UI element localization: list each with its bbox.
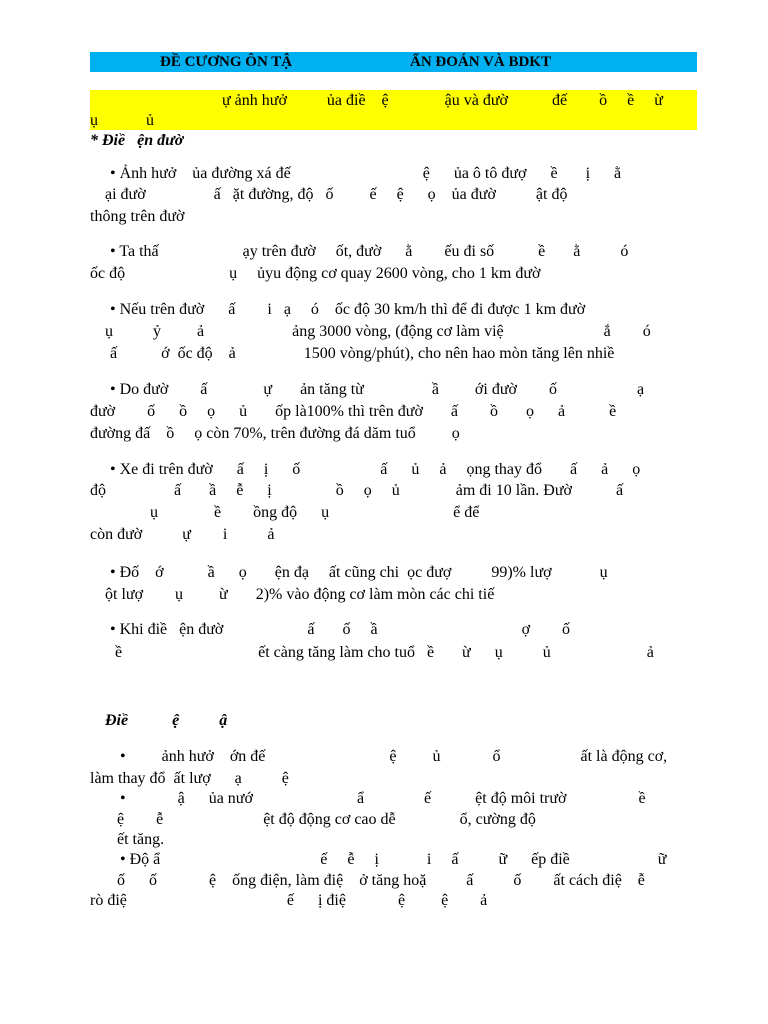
- highlight-line: ự ảnh hưở ủa điề ệ ậu và đườ đế ồ ề ừ: [222, 92, 663, 109]
- text-line: ột lượ ụ ừ 2)% vào động cơ làm mòn các chi tiế: [105, 586, 495, 603]
- text-line: • Do đườ ấ ự ản tăng từ ầ ới đườ ố ạ: [110, 381, 645, 398]
- section-heading: Điề ệ ậ: [105, 712, 228, 729]
- text-line: ại đườ ấ ặt đường, độ ố ế ệ ọ ủa đườ ật độ: [105, 186, 568, 203]
- text-line: • Nếu trên đườ ấ i ạ ó ốc độ 30 km/h thì để đi được 1 km đườ: [110, 301, 586, 318]
- list-item-line: • ảnh hưở ớn đế ệ ủ ổ ất là động cơ,: [120, 748, 668, 765]
- list-item-line: ệ ễ ệt độ động cơ cao dễ ổ, cường độ: [117, 811, 536, 828]
- text-line: ốc độ ụ ủyu động cơ quay 2600 vòng, cho 1 km đườ: [90, 265, 541, 282]
- title-bar: [90, 52, 697, 72]
- list-item-line: • Độ ẩ ế ễ ị i ấ ữ ếp điề ữ: [120, 851, 667, 868]
- section-heading: * Điề ện đườ: [90, 132, 184, 149]
- text-line: đường đấ ồ ọ còn 70%, trên đường đá dăm tuổ ọ: [90, 425, 460, 442]
- text-line: ề ết càng tăng làm cho tuổ ề ừ ụ ủ ả: [115, 644, 654, 661]
- list-item-line: ố ố ệ ống điện, làm điệ ở tăng hoặ ấ ố ất cách điệ ễ: [117, 872, 645, 889]
- highlight-line: ụ ủ: [90, 112, 154, 129]
- title-left: ĐỀ CƯƠNG ÔN TẬ: [160, 54, 293, 70]
- text-line: thông trên đườ: [90, 208, 185, 225]
- text-line: • Ảnh hưở ủa đường xá đế ệ ủa ô tô đượ ề ị ằ: [110, 165, 622, 182]
- text-line: ụ ề ồng độ ụ ể để: [150, 504, 480, 521]
- text-line: còn đườ ự i ả: [90, 526, 275, 543]
- list-item-line: • ậ ủa nướ ẩ ế ệt độ môi trườ ề: [120, 790, 646, 807]
- list-item-line: làm thay đổ ất lượ ạ ệ: [90, 770, 289, 787]
- text-line: • Ta thấ ạy trên đườ ốt, đườ ằ ếu đi số ề ằ ó: [110, 243, 629, 260]
- list-item-line: ết tăng.: [117, 831, 165, 848]
- text-line: • Khi điề ện đườ ấ ố ầ ợ ố: [110, 621, 571, 638]
- text-line: ấ ớ ốc độ ả 1500 vòng/phút), cho nên hao mòn tăng lên nhiề: [110, 345, 615, 362]
- text-line: ụ ỷ ả ảng 3000 vòng, (động cơ làm việ ắ ó: [105, 323, 651, 340]
- text-line: • Xe đi trên đườ ấ ị ố ấ ủ ả ọng thay đổ ấ ả ọ: [110, 461, 641, 478]
- text-line: độ ấ ầ ễ ị ồ ọ ủ ảm đi 10 lần. Đườ ấ: [90, 482, 624, 499]
- title-right: ẨN ĐOÁN VÀ BDKT: [410, 54, 551, 70]
- list-item-line: rò điệ ế ị điệ ệ ệ ả: [90, 892, 488, 909]
- text-line: đườ ố ồ ọ ủ ốp là100% thì trên đườ ấ ồ ọ ả ề: [90, 403, 617, 420]
- text-line: • Đố ớ ầ ọ ện đạ ất cũng chi ọc đượ 99)% lượ ụ: [110, 564, 608, 581]
